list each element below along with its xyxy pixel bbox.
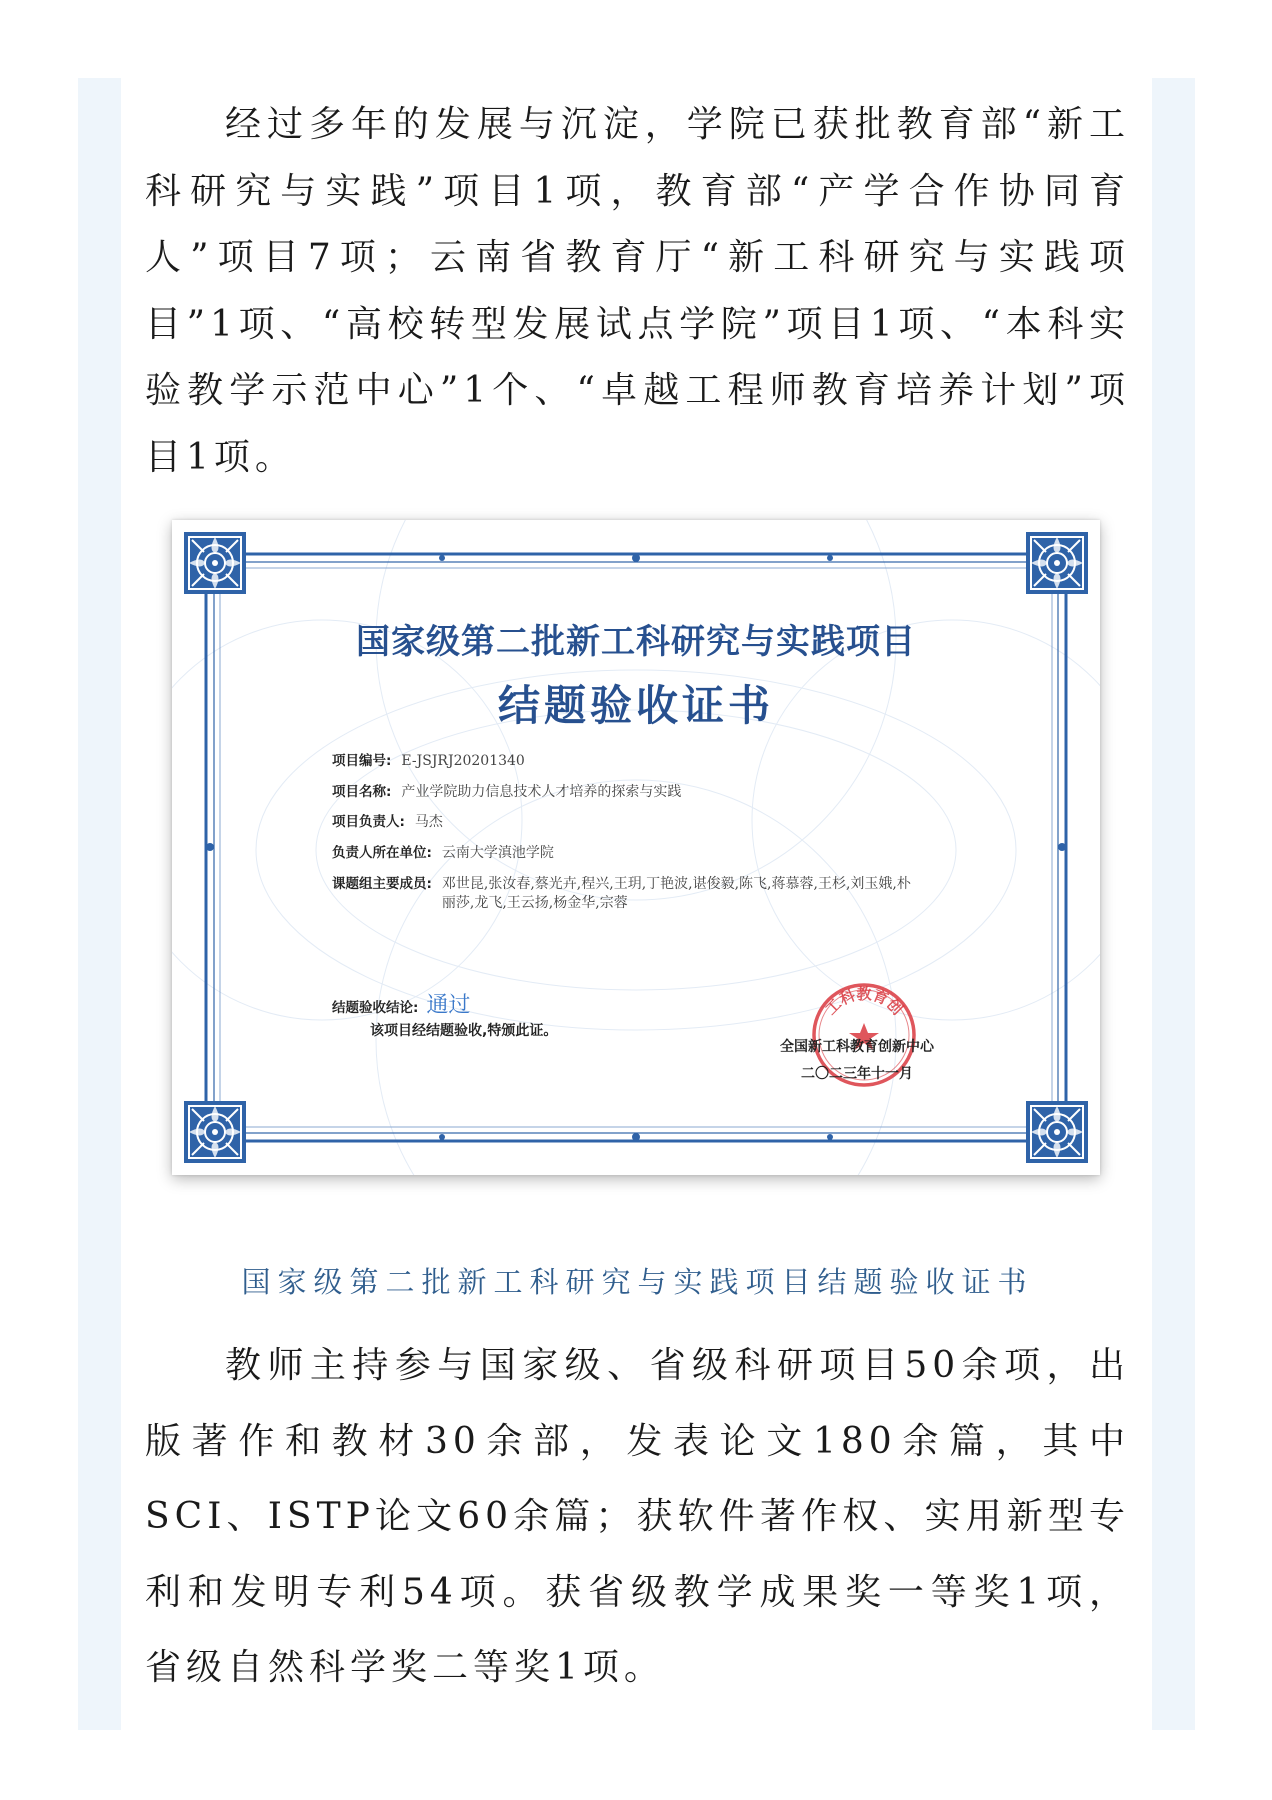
certificate-title: 国家级第二批新工科研究与实践项目 [356, 622, 916, 662]
certificate-note: 该项目经结题验收,特颁此证。 [370, 1023, 558, 1039]
acceptance-verdict [332, 988, 470, 1019]
certificate-subtitle: 结题验收证书 [497, 681, 774, 730]
verdict-value: 通过 [426, 993, 471, 1018]
field-label: 项目负责人: [332, 814, 405, 830]
field-label: 项目编号: [332, 753, 392, 769]
field-label: 项目名称: [332, 784, 392, 800]
field-team-members [332, 875, 972, 913]
field-project-leader [332, 813, 972, 832]
field-label: 课题组主要成员: [332, 876, 432, 892]
field-value: 云南大学滇池学院 [441, 845, 554, 861]
field-value: 邓世昆,张汝春,蔡光卉,程兴,王玥,丁艳波,谌俊毅,陈飞,蒋慕蓉,王杉,刘玉娥,朴丽莎,龙飞,王云扬,杨金华,宗蓉 [441, 876, 911, 911]
field-value: 产业学院助力信息技术人才培养的探索与实践 [401, 784, 682, 800]
svg-text:工科教育创 [822, 985, 907, 1018]
issuer-name: 全国新工科教育创新中心 [780, 1039, 934, 1055]
field-value: E-JSJRJ20201340 [401, 753, 525, 769]
right-margin-band [1152, 78, 1195, 1730]
outcomes-paragraph: 教师主持参与国家级、省级科研项目50余项，出版著作和教材30余部，发表论文180余篇，其中SCI、ISTP论文60余篇；获软件著作权、实用新型专利和发明专利54项。获省级教学成果奖一等奖1项，省级自然科学奖二等奖1项。 [145, 1345, 1130, 1688]
issue-date: 二〇二三年十一月 [801, 1066, 913, 1082]
certificate-image [172, 520, 1100, 1175]
field-project-name [332, 783, 972, 802]
verdict-label: 结题验收结论: [332, 1000, 419, 1016]
field-project-number [332, 752, 972, 771]
seal-text: 工科教育创 [821, 985, 907, 1019]
left-margin-band [78, 78, 121, 1730]
field-label: 负责人所在单位: [332, 845, 432, 861]
image-caption: 国家级第二批新工科研究与实践项目结题验收证书 [241, 1265, 1034, 1299]
field-value: 马杰 [414, 814, 443, 830]
field-leader-unit [332, 844, 972, 863]
intro-paragraph: 经过多年的发展与沉淀，学院已获批教育部“新工科研究与实践”项目1项，教育部“产学合作协同育人”项目7项；云南省教育厅“新工科研究与实践项目”1项、“高校转型发展试点学院”项目1项、“本科实验教学示范中心”1个、“卓越工程师教育培养计划”项目1项。 [145, 104, 1130, 478]
